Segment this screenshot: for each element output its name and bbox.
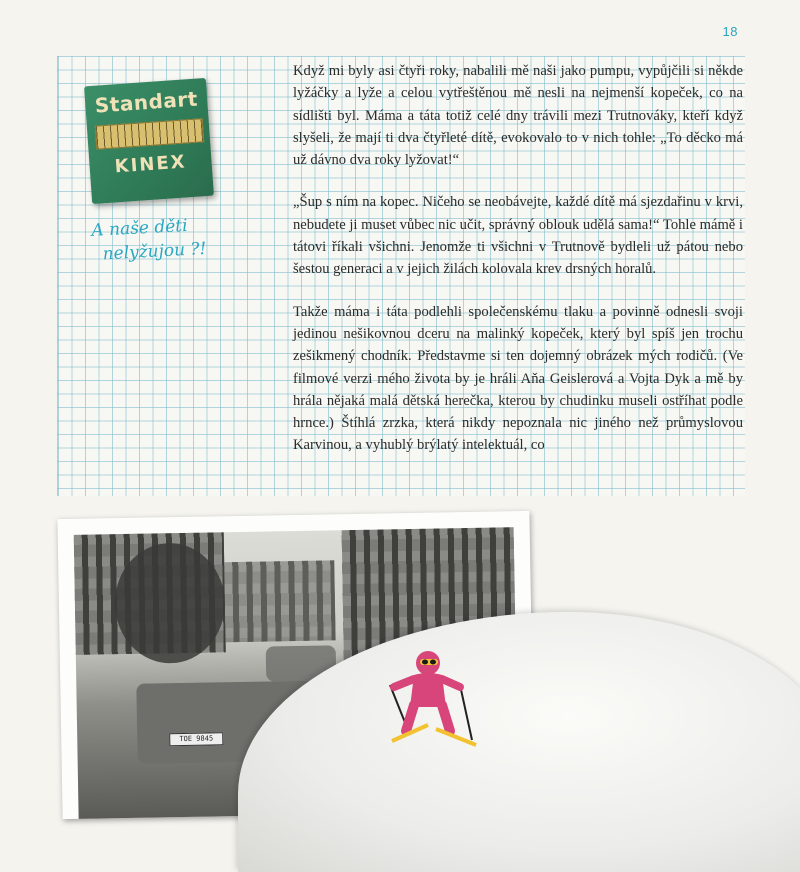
handwritten-note-line-1: A naše děti [90, 215, 189, 241]
badge-ruler-strip [95, 118, 204, 149]
paragraph-1: Když mi byly asi čtyři roky, nabalili mě naši jako pumpu, vypůjčili si někde lyžáčky a lyže a celou vytřeštěnou mě nesli na nejmenší kopeček, co na sídlišti byl. Máma a táta totiž celé dny trávili mezi Trutnováky, kteří když slyšeli, že mají ti dva čtyřleté dítě, evokovalo to v nich tohle: „To děcko má už dávno dva roky lyžovat!“ [293, 63, 743, 169]
skier-child-illustration [380, 645, 480, 755]
badge-bottom-text: KINEX [114, 151, 188, 178]
page-number: 18 [722, 24, 738, 39]
paragraph-2: „Šup s ním na kopec. Ničeho se neobávejte, každé dítě má sjezdařinu v krvi, nebudete ji muset vůbec nic učit, správný oblouk udělá sama!“ Tohle mámě i tátovi říkali všichni. Jenomže ti všichni v Trutnově bydleli už pátou nebo šestou generaci a v jejich žilách kolovala krev drsných horalů. [293, 194, 743, 278]
standart-kinex-label-image [84, 78, 214, 204]
paragraph-3: Takže máma i táta podlehli společenskému tlaku a povinně odnesli svoji jedinou nešikovnou dceru na malinký kopeček, který byl spíš jen trochu zešikmený chodník. Představme si ten dojemný obrázek mých rodičů. (Ve filmové verzi mého života by je hráli Aňa Geislerová a Vojta Dyk a mě by hrála nějaká malá dětská herečka, kterou by chudinku museli ostříhat podle hrnce.) Štíhlá zrzka, která nikdy nepoznala nic jiného než průmyslovou Karvinou, a vyhublý brýlatý intelektuál, co [293, 303, 743, 454]
handwritten-note-line-2: nelyžujou ?! [102, 238, 207, 265]
badge-top-text: Standart [94, 86, 199, 118]
handwritten-note [91, 211, 243, 267]
main-text-column [293, 60, 743, 457]
panel-building-center [224, 560, 335, 642]
car-license-plate: TOE 9845 [169, 732, 223, 746]
